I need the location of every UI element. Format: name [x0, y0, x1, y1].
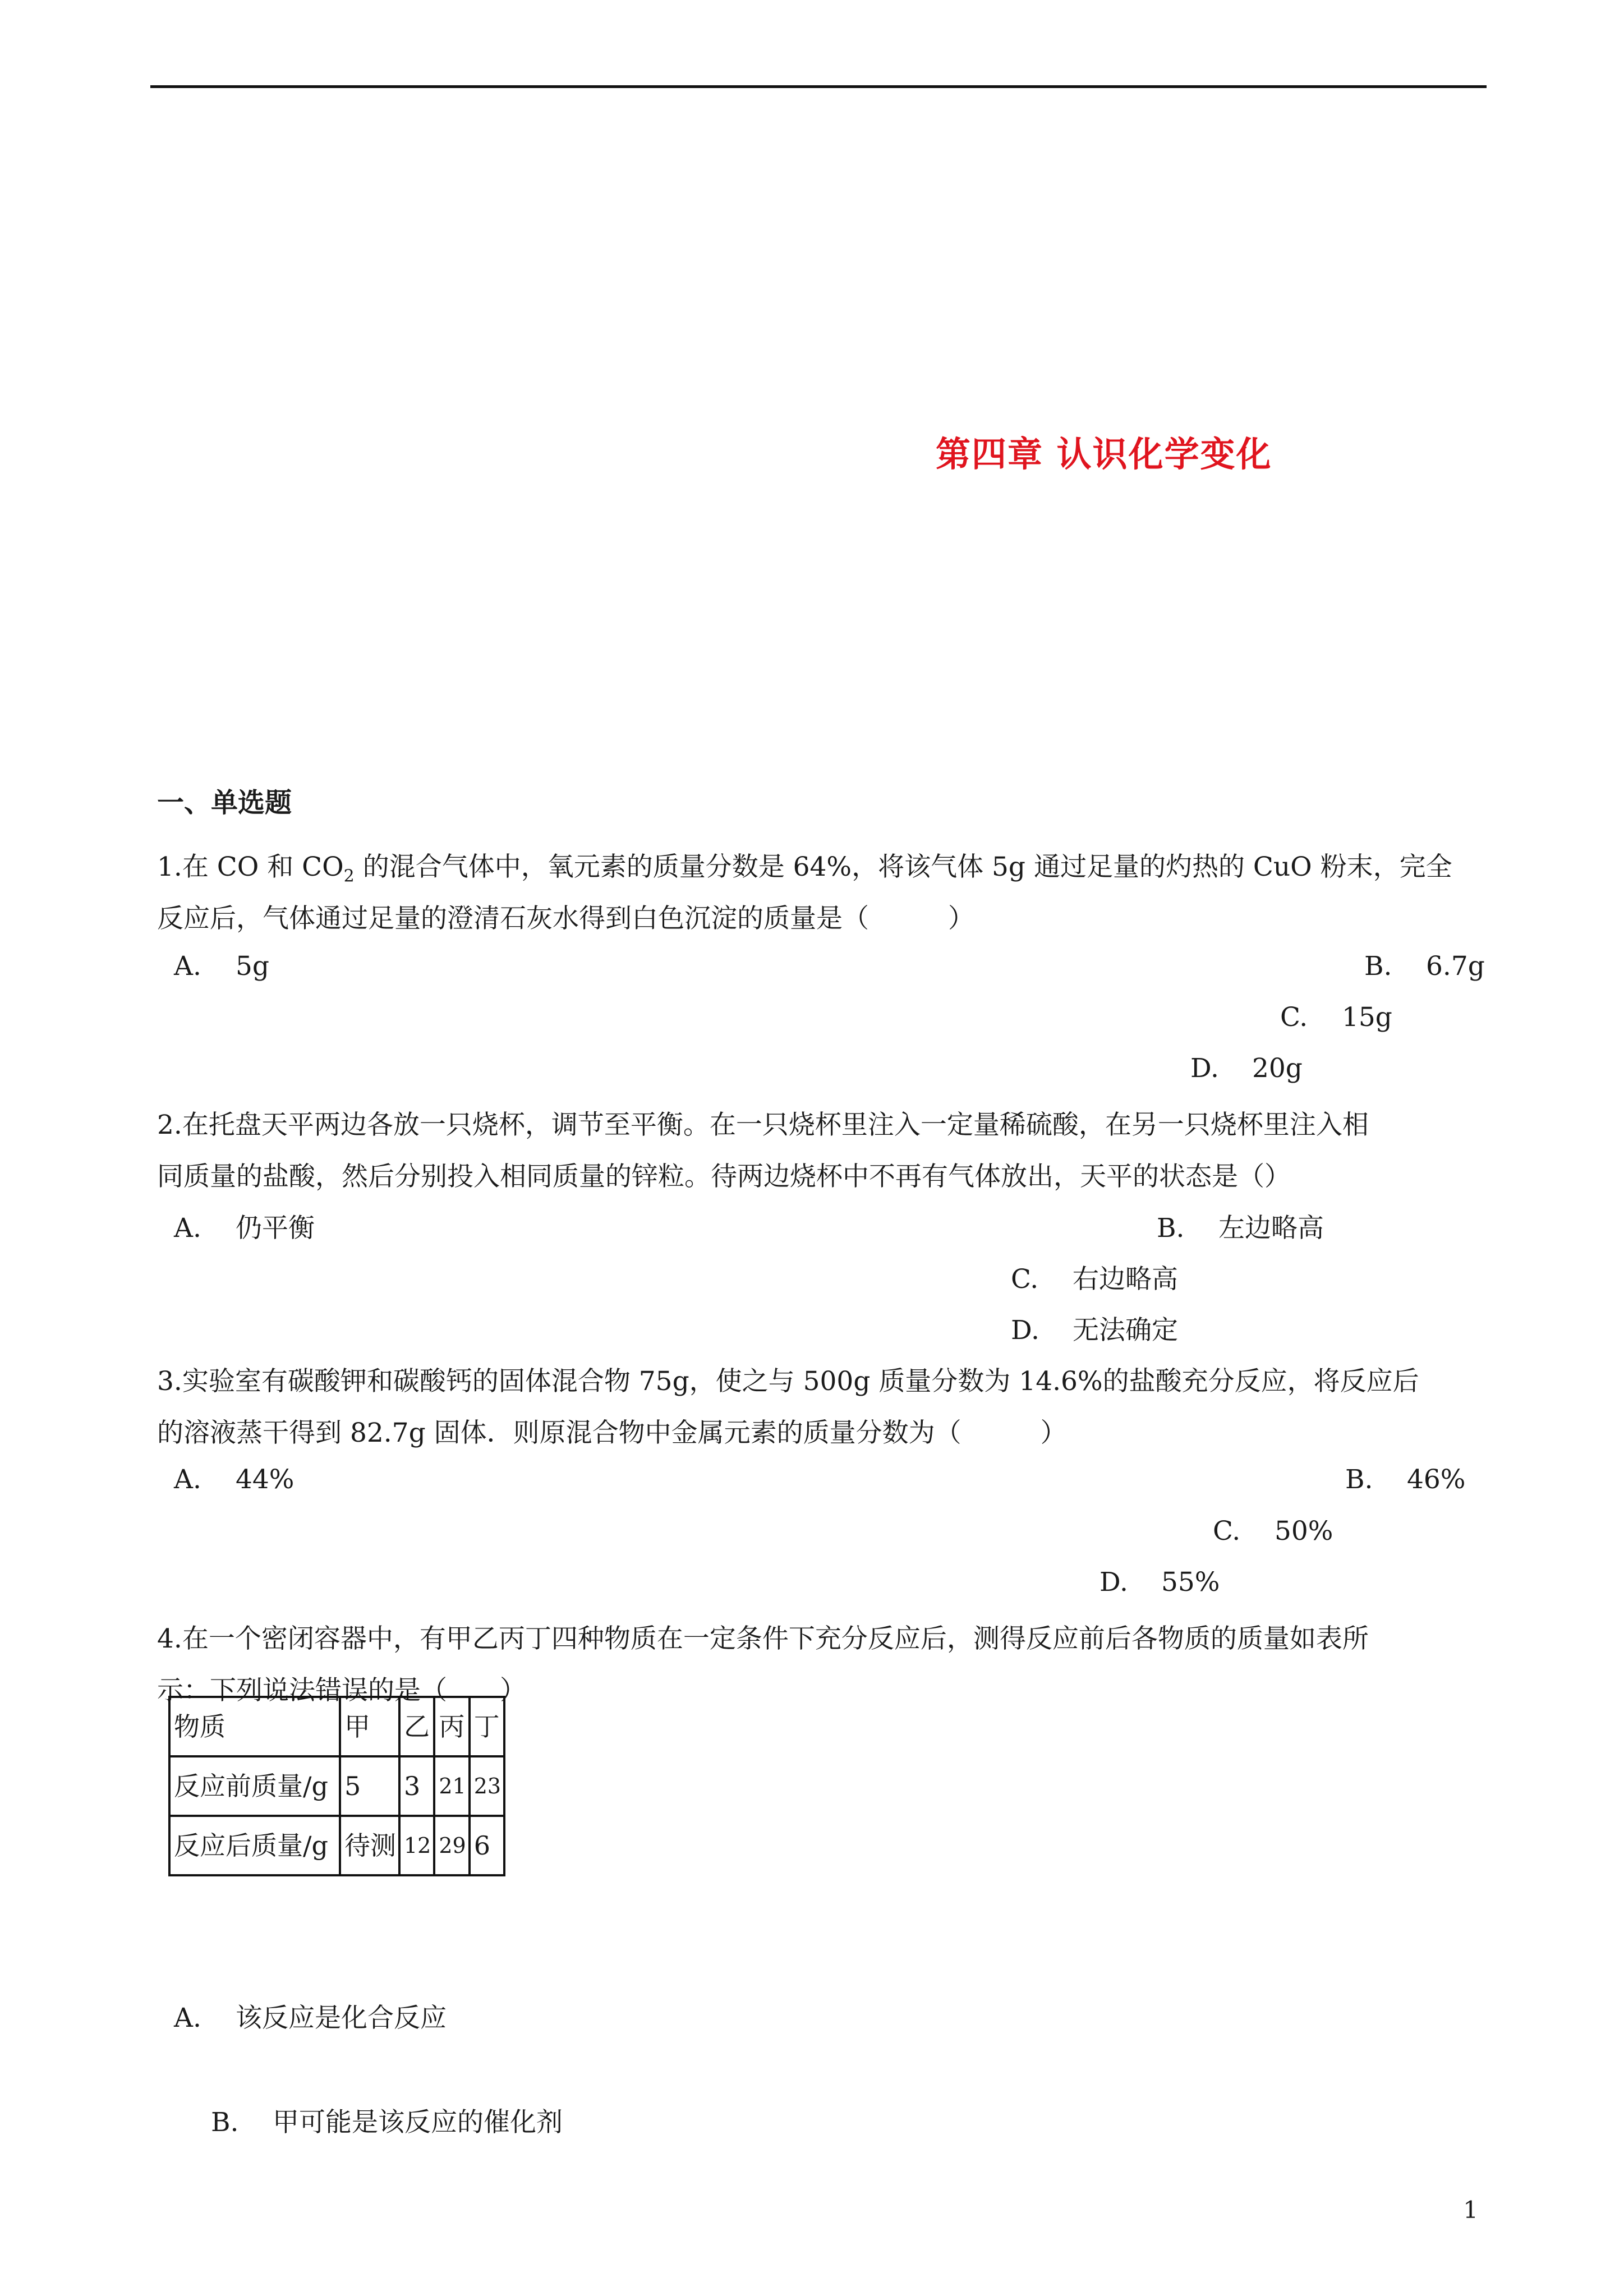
q1-option-a[interactable]: A. 5g [174, 951, 269, 982]
table-cell: 6 [470, 1816, 504, 1875]
table-cell: 12 [399, 1816, 434, 1875]
table-cell: 待测 [340, 1816, 399, 1875]
table-header-row [169, 1697, 504, 1756]
table-cell: 23 [470, 1756, 504, 1816]
q4-line1: 4.在一个密闭容器中，有甲乙丙丁四种物质在一定条件下充分反应后，测得反应前后各物质的质量如表所 [157, 1623, 1369, 1654]
q3-option-d[interactable]: D. 55% [1099, 1567, 1220, 1598]
table-cell: 21 [434, 1756, 469, 1816]
q1-line2: 反应后，气体通过足量的澄清石灰水得到白色沉淀的质量是（ ） [157, 903, 974, 934]
table-header-cell: 丙 [434, 1697, 469, 1756]
q3-option-b[interactable]: B. 46% [1345, 1464, 1466, 1495]
q1-line1-pre: 1.在 CO 和 CO [157, 852, 344, 882]
q4-option-a[interactable]: A. 该反应是化合反应 [174, 2003, 447, 2033]
header-rule [150, 85, 1487, 88]
q3-option-c[interactable]: C. 50% [1213, 1516, 1333, 1547]
table-row [169, 1756, 504, 1816]
table-header-cell: 甲 [340, 1697, 399, 1756]
mass-table [168, 1696, 505, 1876]
q2-line2: 同质量的盐酸，然后分别投入相同质量的锌粒。待两边烧杯中不再有气体放出，天平的状态是（） [157, 1161, 1291, 1192]
q3-line2: 的溶液蒸干得到 82.7g 固体．则原混合物中金属元素的质量分数为（ ） [157, 1418, 1067, 1448]
table-header-cell: 乙 [399, 1697, 434, 1756]
q3-line1: 3.实验室有碳酸钾和碳酸钙的固体混合物 75g，使之与 500g 质量分数为 14.6%的盐酸充分反应，将反应后 [157, 1366, 1419, 1397]
q2-line1: 2.在托盘天平两边各放一只烧杯，调节至平衡。在一只烧杯里注入一定量稀硫酸，在另一只烧杯里注入相 [157, 1110, 1369, 1140]
q2-option-c[interactable]: C. 右边略高 [1011, 1264, 1178, 1295]
q4-option-b[interactable]: B. 甲可能是该反应的催化剂 [211, 2107, 563, 2138]
table-cell: 反应前质量/g [169, 1756, 340, 1816]
q3-option-a[interactable]: A. 44% [174, 1464, 295, 1495]
table-header-cell: 丁 [470, 1697, 504, 1756]
table-row [169, 1816, 504, 1875]
q1-line1-post: 的混合气体中，氧元素的质量分数是 64%，将该气体 5g 通过足量的灼热的 CuO 粉末，完全 [354, 852, 1452, 882]
q1-option-b[interactable]: B. 6.7g [1364, 951, 1485, 982]
q2-option-a[interactable]: A. 仍平衡 [174, 1213, 315, 1244]
table-cell: 5 [340, 1756, 399, 1816]
chapter-title: 第四章 认识化学变化 [936, 434, 1272, 475]
table-cell: 反应后质量/g [169, 1816, 340, 1875]
table-cell: 3 [399, 1756, 434, 1816]
q2-option-d[interactable]: D. 无法确定 [1011, 1315, 1178, 1346]
q2-option-b[interactable]: B. 左边略高 [1157, 1213, 1324, 1244]
q1-option-d[interactable]: D. 20g [1190, 1053, 1303, 1084]
q4-line2: 示：下列说法错误的是（ ） [157, 1675, 526, 1706]
section-heading: 一、单选题 [157, 787, 292, 818]
table-cell: 29 [434, 1816, 469, 1875]
table-header-cell: 物质 [169, 1697, 340, 1756]
q1-option-c[interactable]: C. 15g [1280, 1002, 1392, 1033]
page-number: 1 [1463, 2196, 1478, 2224]
q1-subscript: 2 [343, 866, 355, 886]
q1-line1 [157, 846, 1452, 886]
